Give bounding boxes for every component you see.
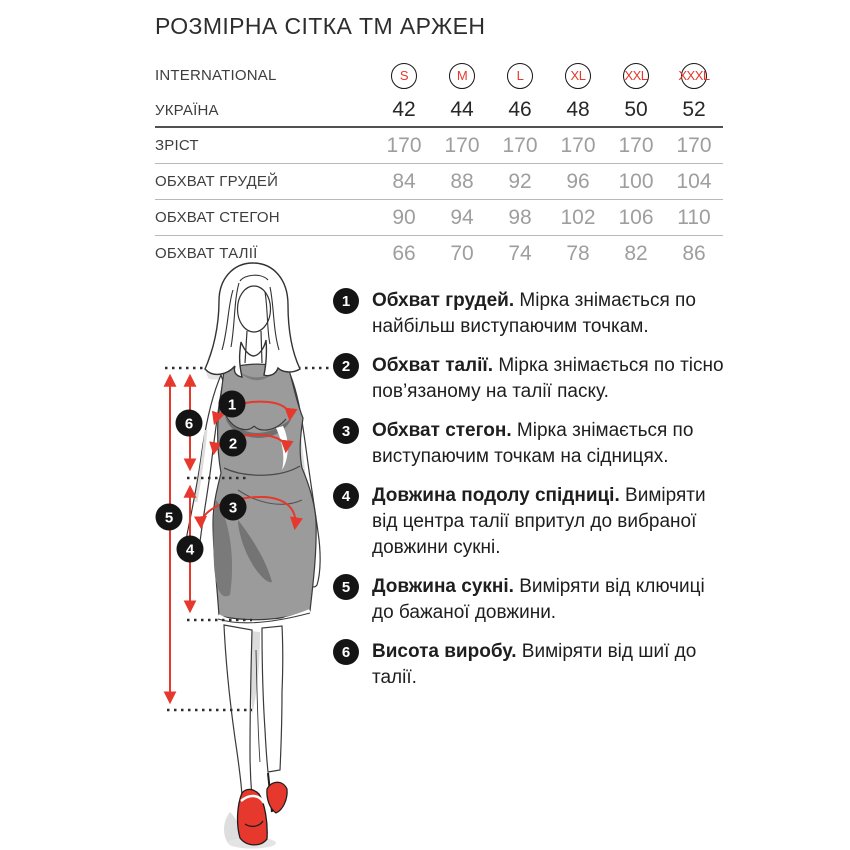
- legend-item: [333, 639, 733, 691]
- size-value-cell: 170: [618, 133, 654, 157]
- legend-term: Висота виробу.: [372, 641, 517, 662]
- table-row-label: УКРАЇНА: [155, 101, 219, 119]
- size-value-cell: 50: [624, 98, 648, 121]
- legend-item: [333, 353, 733, 405]
- legend-number-badge: 3: [333, 418, 359, 444]
- marker-badge-4: [177, 536, 204, 563]
- marker-badge-2: [220, 430, 247, 457]
- legend-number-badge: 2: [333, 353, 359, 379]
- legend-term: Обхват талії.: [372, 355, 494, 376]
- legend-item: [333, 418, 733, 470]
- international-size-circle: XL: [565, 63, 591, 89]
- measurement-legend: [333, 288, 733, 691]
- legend-description: Виміряти від ключиці до бажаної довжини.: [372, 576, 705, 623]
- size-value-cell: 42: [392, 98, 416, 121]
- legend-number-badge: 1: [333, 288, 359, 314]
- size-value-cell: 170: [444, 133, 480, 157]
- head-and-hair: [205, 263, 300, 377]
- table-row-label: INTERNATIONAL: [155, 67, 277, 84]
- svg-text:4: 4: [185, 541, 195, 559]
- size-value-cell: 48: [566, 98, 590, 121]
- international-size-circle: M: [449, 63, 475, 89]
- size-value-cell: 46: [508, 98, 532, 121]
- legend-description: Мірка знімається по найбільш виступаючим точкам.: [372, 290, 696, 337]
- size-value-cell: 170: [676, 133, 712, 157]
- size-value-cell: 66: [392, 241, 416, 265]
- table-row: [155, 128, 723, 163]
- size-value-cell: 170: [502, 133, 538, 157]
- size-value-cell: 84: [392, 169, 416, 193]
- size-table: [155, 57, 723, 271]
- legend-term: Довжина сукні.: [372, 576, 514, 597]
- size-circle-cell: [665, 63, 723, 89]
- legend-term: Обхват стегон.: [372, 420, 512, 441]
- size-value-cell: 98: [508, 205, 532, 229]
- size-circle-cell: [549, 63, 607, 89]
- legend-item: [333, 574, 733, 626]
- size-value-cell: 88: [450, 169, 474, 193]
- size-value-cell: 100: [618, 169, 654, 193]
- size-value-cell: 102: [560, 205, 596, 229]
- size-value-cell: 82: [624, 241, 648, 265]
- international-size-circle: XXXL: [681, 63, 707, 89]
- size-value-cell: 92: [508, 169, 532, 193]
- table-row: [155, 164, 723, 199]
- svg-text:5: 5: [164, 509, 174, 527]
- table-row-label: ОБХВАТ ГРУДЕЙ: [155, 173, 279, 190]
- legend-term: Обхват грудей.: [372, 290, 515, 311]
- table-row-label: ОБХВАТ ТАЛІЇ: [155, 245, 258, 262]
- legend-number-badge: 5: [333, 574, 359, 600]
- size-value-cell: 104: [676, 169, 712, 193]
- size-value-cell: 90: [392, 205, 416, 229]
- size-circle-cell: [433, 63, 491, 89]
- marker-badge-1: [219, 391, 246, 418]
- legend-text: [372, 574, 730, 626]
- size-value-cell: 52: [682, 98, 706, 121]
- legend-item: [333, 288, 733, 340]
- legend-description: Виміряти від шиї до талії.: [372, 641, 697, 688]
- svg-text:2: 2: [228, 435, 238, 453]
- size-value-cell: 110: [677, 205, 711, 229]
- international-size-circle: L: [507, 63, 533, 89]
- size-value-cell: 106: [618, 205, 654, 229]
- size-value-cell: 170: [560, 133, 596, 157]
- legend-description: Виміряти від центра талії впритул до вибраної довжини сукні.: [372, 485, 706, 558]
- marker-badge-5: [156, 504, 183, 531]
- size-value-cell: 170: [386, 133, 422, 157]
- legend-text: [372, 639, 730, 691]
- size-value-cell: 70: [450, 241, 474, 265]
- table-row: [155, 57, 723, 94]
- legend-text: [372, 483, 730, 561]
- table-row: [155, 94, 723, 126]
- legend-text: [372, 288, 730, 340]
- size-circle-cell: [607, 63, 665, 89]
- legend-term: Довжина подолу спідниці.: [372, 485, 620, 506]
- size-value-cell: 44: [450, 98, 474, 121]
- size-circle-cell: [491, 63, 549, 89]
- legend-text: [372, 353, 730, 405]
- svg-text:1: 1: [227, 396, 237, 414]
- size-value-cell: 96: [566, 169, 590, 193]
- marker-badge-3: [220, 494, 247, 521]
- legend-description: Мірка знімається по тісно пов’язаному на талії паску.: [372, 355, 724, 402]
- table-row: [155, 200, 723, 235]
- legend-description: Мірка знімається по виступаючим точкам на сідницях.: [372, 420, 694, 467]
- size-value-cell: 78: [566, 241, 590, 265]
- page-title: РОЗМІРНА СІТКА ТМ АРЖЕН: [155, 13, 486, 39]
- size-value-cell: 94: [450, 205, 474, 229]
- international-size-circle: S: [391, 63, 417, 89]
- red-shoes: [224, 773, 287, 849]
- table-row-label: ОБХВАТ СТЕГОН: [155, 209, 280, 226]
- svg-text:3: 3: [228, 499, 238, 517]
- legend-number-badge: 6: [333, 639, 359, 665]
- marker-badge-6: [176, 410, 203, 437]
- size-value-cell: 74: [508, 241, 532, 265]
- table-row-label: ЗРІСТ: [155, 137, 199, 154]
- legend-number-badge: 4: [333, 483, 359, 509]
- svg-text:6: 6: [184, 415, 194, 433]
- international-size-circle: XXL: [623, 63, 649, 89]
- size-value-cell: 86: [682, 241, 706, 265]
- measurement-figure-illustration: [145, 255, 350, 850]
- legend-text: [372, 418, 730, 470]
- legend-item: [333, 483, 733, 561]
- size-circle-cell: [375, 63, 433, 89]
- legs-line-art: [224, 625, 283, 798]
